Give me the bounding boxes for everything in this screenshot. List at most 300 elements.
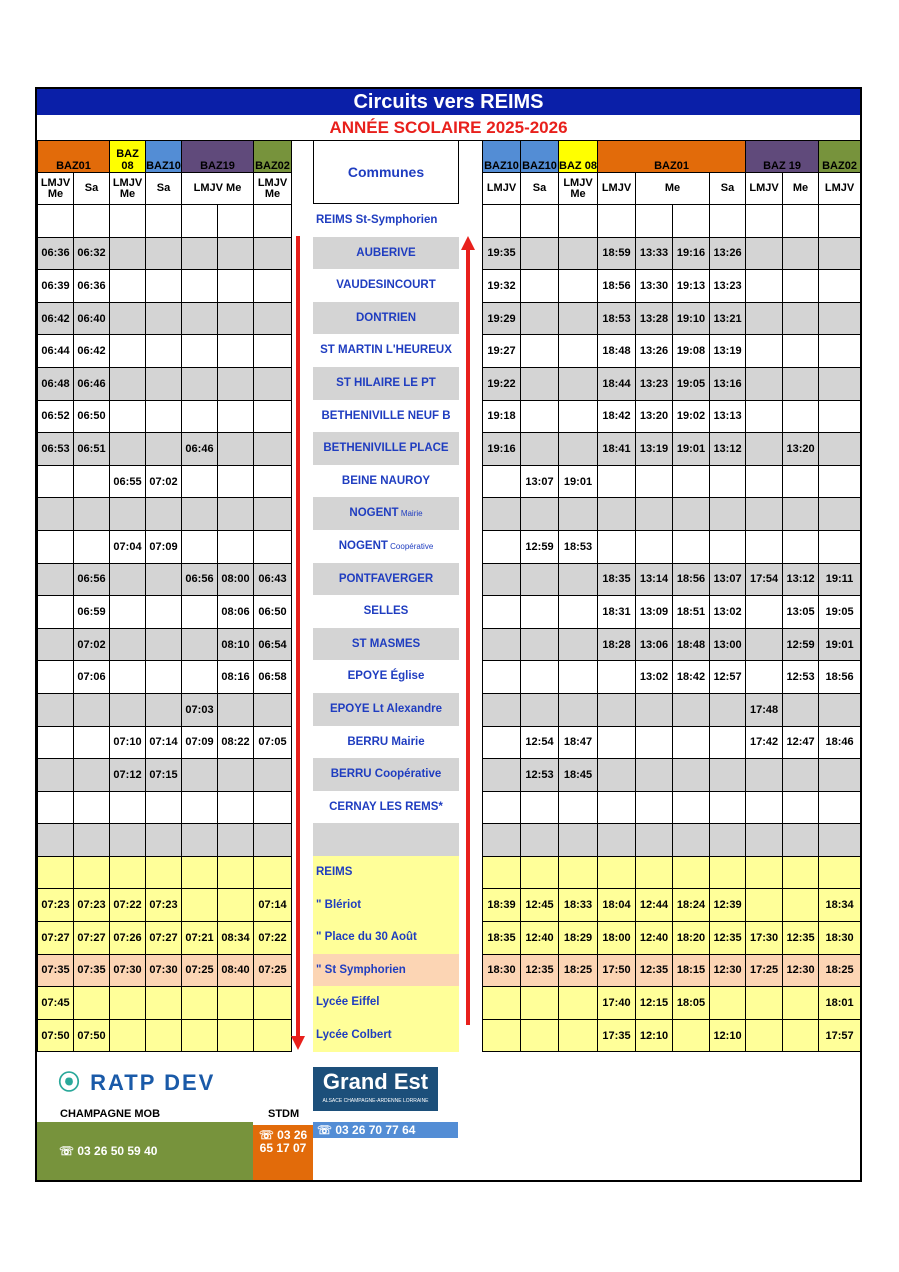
time-cell <box>673 530 710 563</box>
time-cell <box>254 237 292 270</box>
time-cell <box>182 1019 218 1052</box>
time-cell <box>182 824 218 857</box>
time-cell <box>559 791 598 824</box>
time-cell <box>74 693 110 726</box>
time-cell <box>598 791 636 824</box>
time-cell <box>254 400 292 433</box>
time-cell <box>819 302 861 335</box>
time-cell <box>218 791 254 824</box>
table-row <box>38 465 292 498</box>
time-cell <box>746 400 783 433</box>
commune-sublabel: Coopérative <box>387 542 434 551</box>
circuit-header: BAZ 19 <box>746 141 819 173</box>
time-cell <box>254 1019 292 1052</box>
time-cell: 12:40 <box>636 922 673 955</box>
time-cell: 13:00 <box>710 628 746 661</box>
time-cell <box>483 824 521 857</box>
time-cell <box>598 530 636 563</box>
time-cell <box>673 498 710 531</box>
time-cell <box>110 302 146 335</box>
time-cell <box>746 661 783 694</box>
time-cell: 18:35 <box>598 563 636 596</box>
time-cell <box>746 856 783 889</box>
time-cell <box>710 498 746 531</box>
time-cell <box>710 824 746 857</box>
circuit-header: BAZ 08 <box>110 141 146 173</box>
commune-name <box>313 497 459 530</box>
time-cell: 07:23 <box>146 889 182 922</box>
time-cell: 13:12 <box>710 433 746 466</box>
time-cell: 06:59 <box>74 596 110 629</box>
time-cell <box>521 400 559 433</box>
time-cell: 13:06 <box>636 628 673 661</box>
time-cell <box>746 759 783 792</box>
commune-name <box>313 237 459 270</box>
table-row <box>483 367 861 400</box>
time-cell <box>218 367 254 400</box>
time-cell <box>218 824 254 857</box>
time-cell: 18:25 <box>559 954 598 987</box>
time-cell: 18:00 <box>598 922 636 955</box>
day-header: Sa <box>521 173 559 205</box>
time-cell <box>254 302 292 335</box>
time-cell <box>483 205 521 238</box>
time-cell <box>218 400 254 433</box>
table-row <box>483 661 861 694</box>
time-cell <box>218 302 254 335</box>
time-cell: 07:09 <box>182 726 218 759</box>
time-cell: 07:12 <box>110 759 146 792</box>
time-cell <box>521 1019 559 1052</box>
time-cell <box>559 563 598 596</box>
commune-label: EPOYE Lt Alexandre <box>329 703 443 715</box>
day-header: Me <box>636 173 710 205</box>
time-cell <box>110 367 146 400</box>
time-cell: 07:26 <box>110 922 146 955</box>
time-cell: 07:15 <box>146 759 182 792</box>
time-cell: 13:13 <box>710 400 746 433</box>
time-cell: 13:19 <box>710 335 746 368</box>
time-cell <box>218 270 254 303</box>
time-cell: 08:10 <box>218 628 254 661</box>
champagne-mob-label: CHAMPAGNE MOB <box>60 1108 161 1120</box>
time-cell <box>783 270 819 303</box>
time-cell: 18:56 <box>673 563 710 596</box>
time-cell: 07:27 <box>146 922 182 955</box>
time-cell <box>38 661 74 694</box>
time-cell <box>673 856 710 889</box>
time-cell: 07:06 <box>74 661 110 694</box>
time-cell: 18:48 <box>673 628 710 661</box>
time-cell <box>746 302 783 335</box>
table-row <box>38 954 292 987</box>
time-cell <box>110 498 146 531</box>
time-cell <box>783 400 819 433</box>
time-cell: 12:35 <box>710 922 746 955</box>
commune-name <box>313 563 459 596</box>
time-cell <box>254 824 292 857</box>
time-cell <box>182 302 218 335</box>
direction-arrow-up <box>466 250 470 1025</box>
time-cell <box>38 465 74 498</box>
time-cell <box>483 498 521 531</box>
commune-name <box>313 921 459 954</box>
commune-name <box>313 204 459 237</box>
time-cell <box>559 693 598 726</box>
time-cell <box>38 498 74 531</box>
time-cell: 13:12 <box>783 563 819 596</box>
time-cell: 13:07 <box>710 563 746 596</box>
commune-label: BETHENIVILLE PLACE <box>323 442 449 455</box>
commune-label: " St Symphorien <box>316 963 406 976</box>
circuit-header: BAZ19 <box>182 141 254 173</box>
time-cell <box>146 367 182 400</box>
time-cell: 12:59 <box>783 628 819 661</box>
time-cell: 06:36 <box>74 270 110 303</box>
time-cell: 18:56 <box>598 270 636 303</box>
time-cell <box>254 335 292 368</box>
time-cell <box>746 889 783 922</box>
table-row <box>38 530 292 563</box>
page-title: Circuits vers REIMS <box>37 89 860 115</box>
time-cell <box>182 791 218 824</box>
time-cell: 12:40 <box>521 922 559 955</box>
time-cell: 18:20 <box>673 922 710 955</box>
time-cell <box>598 856 636 889</box>
time-cell <box>710 693 746 726</box>
circuit-header: BAZ01 <box>598 141 746 173</box>
time-cell: 17:57 <box>819 1019 861 1052</box>
time-cell <box>710 856 746 889</box>
day-header: LMJV <box>483 173 521 205</box>
time-cell <box>819 759 861 792</box>
commune-name <box>313 367 459 400</box>
time-cell <box>521 367 559 400</box>
time-cell <box>218 530 254 563</box>
time-cell: 08:06 <box>218 596 254 629</box>
time-cell <box>182 400 218 433</box>
time-cell <box>74 856 110 889</box>
time-cell <box>710 726 746 759</box>
time-cell <box>110 987 146 1020</box>
table-row <box>483 563 861 596</box>
table-row <box>483 856 861 889</box>
time-cell <box>74 530 110 563</box>
time-cell: 06:43 <box>254 563 292 596</box>
time-cell: 07:21 <box>182 922 218 955</box>
time-cell: 19:01 <box>673 433 710 466</box>
table-row <box>38 335 292 368</box>
time-cell <box>636 856 673 889</box>
time-cell <box>559 205 598 238</box>
commune-label: BETHENIVILLE NEUF B <box>321 409 451 422</box>
time-cell <box>559 498 598 531</box>
commune-name <box>313 791 459 824</box>
time-cell: 13:21 <box>710 302 746 335</box>
time-cell <box>559 367 598 400</box>
time-cell <box>74 726 110 759</box>
time-cell <box>673 465 710 498</box>
commune-name <box>313 628 459 661</box>
time-cell <box>254 856 292 889</box>
grand-est-logo: Grand Est ALSACE CHAMPAGNE-ARDENNE LORRAINE <box>313 1067 438 1111</box>
time-cell <box>819 856 861 889</box>
phone-grand-est: ☏ 03 26 70 77 64 <box>313 1122 458 1138</box>
time-cell <box>110 596 146 629</box>
time-cell: 17:48 <box>746 693 783 726</box>
time-cell <box>673 791 710 824</box>
time-cell <box>254 465 292 498</box>
time-cell <box>783 205 819 238</box>
time-cell: 06:42 <box>38 302 74 335</box>
time-cell: 19:08 <box>673 335 710 368</box>
time-cell <box>483 628 521 661</box>
time-cell: 18:30 <box>483 954 521 987</box>
time-cell <box>74 987 110 1020</box>
time-cell <box>38 596 74 629</box>
time-cell <box>146 237 182 270</box>
time-cell <box>146 596 182 629</box>
time-cell: 06:52 <box>38 400 74 433</box>
table-row <box>38 661 292 694</box>
time-cell: 07:30 <box>110 954 146 987</box>
time-cell: 06:48 <box>38 367 74 400</box>
time-cell: 17:50 <box>598 954 636 987</box>
time-cell: 12:10 <box>710 1019 746 1052</box>
time-cell: 17:42 <box>746 726 783 759</box>
time-cell <box>38 759 74 792</box>
time-cell: 13:09 <box>636 596 673 629</box>
table-row <box>38 791 292 824</box>
time-cell <box>483 661 521 694</box>
table-row <box>483 433 861 466</box>
time-cell: 06:58 <box>254 661 292 694</box>
time-cell <box>783 465 819 498</box>
time-cell: 13:07 <box>521 465 559 498</box>
time-cell: 07:02 <box>74 628 110 661</box>
time-cell: 18:59 <box>598 237 636 270</box>
time-cell <box>38 726 74 759</box>
table-row <box>483 628 861 661</box>
time-cell: 13:20 <box>636 400 673 433</box>
time-cell <box>673 824 710 857</box>
time-cell <box>218 465 254 498</box>
time-cell: 06:46 <box>74 367 110 400</box>
time-cell <box>598 465 636 498</box>
time-cell <box>521 628 559 661</box>
time-cell <box>783 987 819 1020</box>
commune-label: REIMS <box>316 866 353 878</box>
time-cell <box>559 433 598 466</box>
time-cell <box>636 465 673 498</box>
time-cell <box>783 1019 819 1052</box>
time-cell: 12:30 <box>783 954 819 987</box>
commune-name <box>313 758 459 791</box>
time-cell: 19:18 <box>483 400 521 433</box>
time-cell: 19:16 <box>483 433 521 466</box>
time-cell <box>819 205 861 238</box>
time-cell: 07:14 <box>254 889 292 922</box>
time-cell <box>110 563 146 596</box>
time-cell <box>819 400 861 433</box>
table-row <box>38 237 292 270</box>
commune-label: ST HILAIRE LE PT <box>336 377 436 389</box>
time-cell <box>483 759 521 792</box>
time-cell <box>598 824 636 857</box>
time-cell <box>819 693 861 726</box>
commune-name <box>313 954 459 987</box>
commune-label: BERRU Coopérative <box>330 768 442 781</box>
time-cell <box>783 530 819 563</box>
time-cell <box>783 759 819 792</box>
time-cell: 06:53 <box>38 433 74 466</box>
table-row <box>483 302 861 335</box>
time-cell: 13:23 <box>710 270 746 303</box>
time-cell <box>521 237 559 270</box>
day-header: LMJV Me <box>254 173 292 205</box>
time-cell <box>598 661 636 694</box>
time-cell <box>521 693 559 726</box>
time-cell: 07:35 <box>38 954 74 987</box>
time-cell <box>783 856 819 889</box>
time-cell <box>746 335 783 368</box>
time-cell: 08:00 <box>218 563 254 596</box>
time-cell <box>559 987 598 1020</box>
table-row <box>483 759 861 792</box>
table-row <box>483 205 861 238</box>
time-cell <box>673 1019 710 1052</box>
time-cell: 07:02 <box>146 465 182 498</box>
time-cell: 18:01 <box>819 987 861 1020</box>
time-cell <box>559 628 598 661</box>
commune-label: BEINE NAUROY <box>341 474 431 487</box>
time-cell: 18:04 <box>598 889 636 922</box>
time-cell <box>636 791 673 824</box>
time-cell <box>710 759 746 792</box>
time-cell <box>38 628 74 661</box>
time-cell: 19:05 <box>673 367 710 400</box>
time-cell <box>254 205 292 238</box>
time-cell <box>110 1019 146 1052</box>
time-cell: 13:02 <box>636 661 673 694</box>
right-timetable <box>482 140 861 1052</box>
time-cell <box>182 759 218 792</box>
time-cell <box>110 628 146 661</box>
time-cell <box>254 270 292 303</box>
time-cell <box>110 237 146 270</box>
circuit-header: BAZ02 <box>819 141 861 173</box>
time-cell <box>38 693 74 726</box>
time-cell: 19:16 <box>673 237 710 270</box>
time-cell <box>559 335 598 368</box>
time-cell: 18:24 <box>673 889 710 922</box>
time-cell <box>673 726 710 759</box>
time-cell: 18:42 <box>673 661 710 694</box>
day-header: LMJV Me <box>110 173 146 205</box>
time-cell <box>110 791 146 824</box>
table-row <box>38 367 292 400</box>
time-cell <box>819 335 861 368</box>
time-cell <box>559 596 598 629</box>
time-cell <box>521 596 559 629</box>
time-cell <box>483 596 521 629</box>
time-cell <box>110 661 146 694</box>
time-cell: 13:23 <box>636 367 673 400</box>
time-cell <box>38 530 74 563</box>
time-cell <box>146 205 182 238</box>
time-cell <box>182 889 218 922</box>
time-cell <box>783 824 819 857</box>
time-cell: 06:51 <box>74 433 110 466</box>
time-cell <box>598 759 636 792</box>
commune-name <box>313 595 459 628</box>
table-row <box>38 563 292 596</box>
time-cell <box>746 530 783 563</box>
time-cell <box>483 465 521 498</box>
time-cell <box>218 759 254 792</box>
table-row <box>483 237 861 270</box>
time-cell <box>559 1019 598 1052</box>
time-cell <box>521 824 559 857</box>
time-cell: 13:14 <box>636 563 673 596</box>
day-header: Sa <box>710 173 746 205</box>
time-cell: 06:39 <box>38 270 74 303</box>
time-cell <box>483 530 521 563</box>
time-cell <box>146 335 182 368</box>
circuit-header: BAZ 08 <box>559 141 598 173</box>
time-cell: 12:59 <box>521 530 559 563</box>
time-cell <box>74 759 110 792</box>
time-cell: 06:40 <box>74 302 110 335</box>
commune-name <box>313 1019 459 1052</box>
time-cell: 13:28 <box>636 302 673 335</box>
time-cell <box>559 302 598 335</box>
time-cell <box>559 237 598 270</box>
time-cell <box>746 628 783 661</box>
time-cell: 12:53 <box>783 661 819 694</box>
time-cell <box>598 693 636 726</box>
table-row <box>483 530 861 563</box>
time-cell <box>521 335 559 368</box>
time-cell <box>218 889 254 922</box>
time-cell: 07:30 <box>146 954 182 987</box>
time-cell <box>636 498 673 531</box>
time-cell <box>218 205 254 238</box>
commune-label: EPOYE Église <box>347 670 425 683</box>
time-cell: 07:23 <box>38 889 74 922</box>
table-row <box>483 596 861 629</box>
time-cell <box>74 498 110 531</box>
time-cell <box>182 498 218 531</box>
time-cell <box>218 433 254 466</box>
circuit-header: BAZ02 <box>254 141 292 173</box>
time-cell: 19:02 <box>673 400 710 433</box>
time-cell: 06:50 <box>74 400 110 433</box>
time-cell <box>218 987 254 1020</box>
time-cell: 13:26 <box>636 335 673 368</box>
time-cell <box>783 791 819 824</box>
commune-label: " Blériot <box>316 898 362 911</box>
table-row <box>483 889 861 922</box>
time-cell <box>636 759 673 792</box>
time-cell: 18:28 <box>598 628 636 661</box>
time-cell: 17:25 <box>746 954 783 987</box>
time-cell: 12:39 <box>710 889 746 922</box>
time-cell <box>521 205 559 238</box>
time-cell <box>483 1019 521 1052</box>
time-cell <box>746 367 783 400</box>
table-row <box>38 433 292 466</box>
